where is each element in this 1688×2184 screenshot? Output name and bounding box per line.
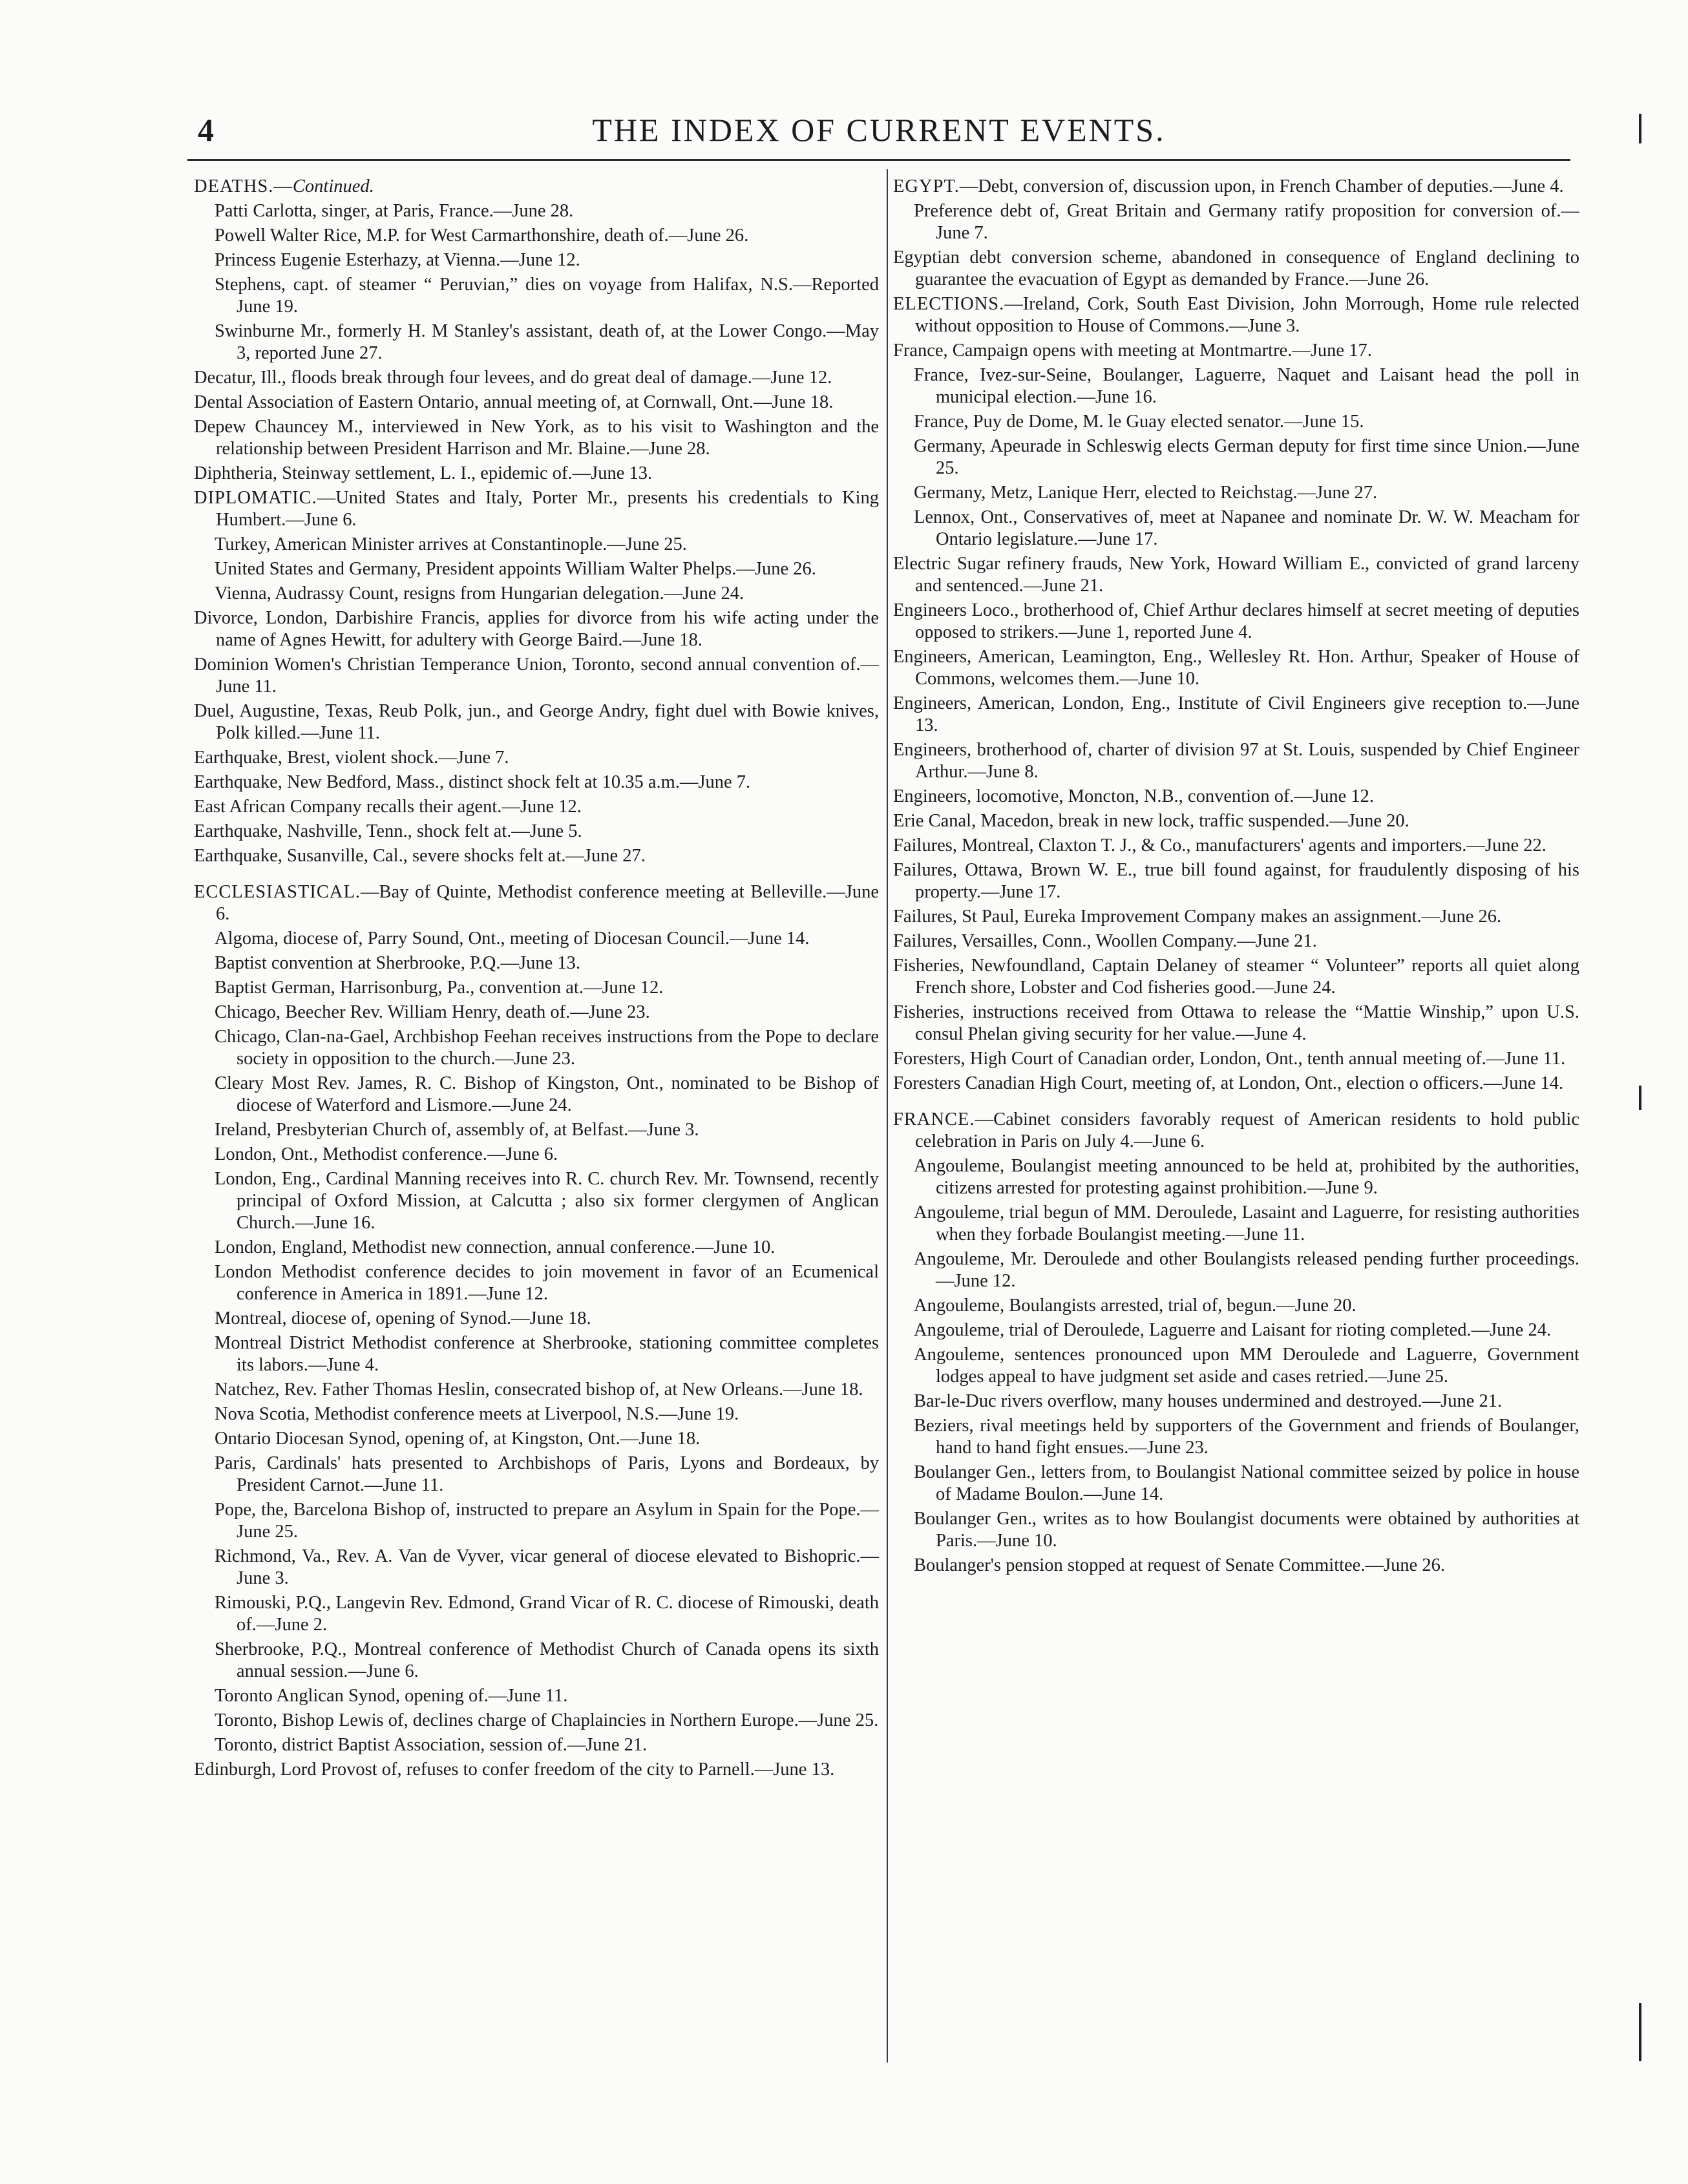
entry-text: —Debt, conversion of, discussion upon, in French Chamber of deputies.—June 4. xyxy=(959,176,1564,196)
index-entry: Earthquake, Nashville, Tenn., shock felt at.—June 5. xyxy=(194,821,582,841)
index-entry: Montreal District Methodist conference at Sherbrooke, stationing committee completes its labors.—June 4. xyxy=(215,1333,879,1375)
right-column xyxy=(893,176,1579,1579)
page-header xyxy=(187,102,1570,154)
index-entry: Angouleme, Boulangist meeting announced to be held at, prohibited by the authorities, citizens arrested for protesting against prohibition.—June 9. xyxy=(914,1156,1579,1198)
index-entry: Engineers, American, Leamington, Eng., Wellesley Rt. Hon. Arthur, Speaker of House of Commons, welcomes them.—June 10. xyxy=(893,647,1579,689)
index-entry: Angouleme, Mr. Deroulede and other Boulangists released pending further proceedings.—June 12. xyxy=(914,1249,1579,1291)
index-entry: Failures, Versailles, Conn., Woollen Company.—June 21. xyxy=(893,931,1317,951)
index-entry: Vienna, Audrassy Count, resigns from Hungarian delegation.—June 24. xyxy=(215,583,744,604)
index-entry: Dominion Women's Christian Temperance Union, Toronto, second annual convention of.—June 11. xyxy=(194,655,879,697)
margin-mark xyxy=(1639,1086,1641,1110)
running-title: THE INDEX OF CURRENT EVENTS. xyxy=(592,112,1166,148)
entry-text: —Cabinet considers favorably request of American residents to hold public celebration in Paris on July 4.—June 6. xyxy=(915,1109,1579,1151)
index-entry: Egyptian debt conversion scheme, abandoned in consequence of England declining to guarantee the evacuation of Egypt as demanded by France.—June 26. xyxy=(893,247,1579,289)
index-entry: France, Puy de Dome, M. le Guay elected senator.—June 15. xyxy=(914,412,1364,432)
index-entry: France, Campaign opens with meeting at Montmartre.—June 17. xyxy=(893,341,1372,361)
index-entry: Dental Association of Eastern Ontario, annual meeting of, at Cornwall, Ont.—June 18. xyxy=(194,392,834,412)
index-entry: Depew Chauncey M., interviewed in New York, as to his visit to Washington and the relationship between President Harrison and Mr. Blaine.—June 28. xyxy=(194,417,879,459)
index-entry: Baptist German, Harrisonburg, Pa., convention at.—June 12. xyxy=(215,978,664,998)
index-entry: London, Eng., Cardinal Manning receives into R. C. church Rev. Mr. Townsend, recently principal of Oxford Mission, at Calcutta ; also six former clergymen of Anglican Church.—June 16. xyxy=(215,1169,879,1233)
index-entry: Duel, Augustine, Texas, Reub Polk, jun., and George Andry, fight duel with Bowie knives, Polk killed.—June 11. xyxy=(194,701,879,743)
index-entry: London, Ont., Methodist conference.—June 6. xyxy=(215,1144,558,1164)
index-entry: Failures, Montreal, Claxton T. J., & Co., manufacturers' agents and importers.—June 22. xyxy=(893,835,1546,856)
index-entry: Preference debt of, Great Britain and Germany ratify proposition for conversion of.—June 7. xyxy=(914,201,1579,243)
index-entry: Princess Eugenie Esterhazy, at Vienna.—June 12. xyxy=(215,250,580,270)
index-section-heading xyxy=(893,293,1579,337)
index-entry: Swinburne Mr., formerly H. M Stanley's assistant, death of, at the Lower Congo.—May 3, reported June 27. xyxy=(215,321,879,363)
left-column xyxy=(194,176,879,1783)
index-entry: Toronto, Bishop Lewis of, declines charge of Chaplaincies in Northern Europe.—June 25. xyxy=(215,1710,879,1730)
index-entry: Boulanger Gen., letters from, to Boulangist National committee seized by police in house of Madame Boulon.—June 14. xyxy=(914,1462,1579,1504)
index-entry: Failures, Ottawa, Brown W. E., true bill found against, for fraudulently disposing of his property.—June 17. xyxy=(893,860,1579,902)
index-entry: Paris, Cardinals' hats presented to Archbishops of Paris, Lyons and Bordeaux, by President Carnot.—June 11. xyxy=(215,1453,879,1495)
index-entry: Turkey, American Minister arrives at Constantinople.—June 25. xyxy=(215,534,687,554)
index-entry: Toronto Anglican Synod, opening of.—June 11. xyxy=(215,1686,568,1706)
index-entry: Chicago, Clan-na-Gael, Archbishop Feehan receives instructions from the Pope to declare society in opposition to the church.—June 23. xyxy=(215,1027,879,1069)
margin-mark xyxy=(1639,114,1641,143)
index-entry: Diphtheria, Steinway settlement, L. I., epidemic of.—June 13. xyxy=(194,463,653,483)
header-rule xyxy=(187,159,1570,161)
index-entry: Lennox, Ont., Conservatives of, meet at Napanee and nominate Dr. W. W. Meacham for Ontario legislature.—June 17. xyxy=(914,507,1579,549)
index-section-heading xyxy=(194,487,879,531)
index-entry: Decatur, Ill., floods break through four levees, and do great deal of damage.—June 12. xyxy=(194,368,832,388)
index-entry: Boulanger Gen., writes as to how Boulangist documents were obtained by authorities at Paris.—June 10. xyxy=(914,1509,1579,1551)
index-entry: Sherbrooke, P.Q., Montreal conference of Methodist Church of Canada opens its sixth annual session.—June 6. xyxy=(215,1639,879,1681)
section-head-label: EGYPT. xyxy=(893,176,960,196)
entry-text: —United States and Italy, Porter Mr., presents his credentials to King Humbert.—June 6. xyxy=(216,488,879,530)
section-head-label: FRANCE. xyxy=(893,1109,975,1129)
index-entry: London, England, Methodist new connection, annual conference.—June 10. xyxy=(215,1237,775,1257)
entry-text: —Bay of Quinte, Methodist conference meeting at Belleville.—June 6. xyxy=(216,882,879,924)
index-entry: Foresters, High Court of Canadian order, London, Ont., tenth annual meeting of.—June 11. xyxy=(893,1049,1566,1069)
index-entry: Boulanger's pension stopped at request of Senate Committee.—June 26. xyxy=(914,1555,1445,1575)
page-number: 4 xyxy=(198,112,214,148)
index-section-heading xyxy=(893,176,1579,198)
index-entry: Ontario Diocesan Synod, opening of, at Kingston, Ont.—June 18. xyxy=(215,1429,701,1449)
index-entry: Earthquake, Brest, violent shock.—June 7. xyxy=(194,748,509,768)
index-entry: Failures, St Paul, Eureka Improvement Company makes an assignment.—June 26. xyxy=(893,907,1502,927)
index-entry: Montreal, diocese of, opening of Synod.—June 18. xyxy=(215,1308,591,1328)
index-entry: Engineers, brotherhood of, charter of division 97 at St. Louis, suspended by Chief Engineer Arthur.—June 8. xyxy=(893,740,1579,782)
index-entry: Richmond, Va., Rev. A. Van de Vyver, vicar general of diocese elevated to Bishopric.—June 3. xyxy=(215,1546,879,1588)
index-entry: East African Company recalls their agent.—June 12. xyxy=(194,797,582,817)
index-entry: Angouleme, sentences pronounced upon MM Deroulede and Laguerre, Government lodges appeal to have judgment set aside and cases retried.—June 25. xyxy=(914,1345,1579,1387)
index-entry: London Methodist conference decides to join movement in favor of an Ecumenical conference in America in 1891.—June 12. xyxy=(215,1262,879,1304)
index-entry: Powell Walter Rice, M.P. for West Carmarthonshire, death of.—June 26. xyxy=(215,226,749,246)
index-entry: Germany, Apeurade in Schleswig elects German deputy for first time since Union.—June 25. xyxy=(914,436,1579,478)
section-head-label: ELECTIONS. xyxy=(893,294,1005,314)
index-section-heading xyxy=(194,881,879,925)
index-entry: Fisheries, instructions received from Ottawa to release the “Mattie Winship,” upon U.S. consul Phelan giving security for her value.—June 4. xyxy=(893,1002,1579,1044)
index-entry: France, Ivez-sur-Seine, Boulanger, Laguerre, Naquet and Laisant head the poll in municipal election.—June 16. xyxy=(914,365,1579,407)
entry-text: Continued. xyxy=(292,176,374,196)
index-entry: Engineers, locomotive, Moncton, N.B., convention of.—June 12. xyxy=(893,786,1375,806)
index-section-heading xyxy=(893,1109,1579,1153)
column-divider xyxy=(887,169,888,2063)
index-entry: Chicago, Beecher Rev. William Henry, death of.—June 23. xyxy=(215,1002,650,1022)
section-head-label: ECCLESIASTICAL. xyxy=(194,882,361,902)
index-entry: Cleary Most Rev. James, R. C. Bishop of Kingston, Ont., nominated to be Bishop of diocese of Waterford and Lismore.—June 24. xyxy=(215,1073,879,1115)
index-entry: Edinburgh, Lord Provost of, refuses to confer freedom of the city to Parnell.—June 13. xyxy=(194,1759,835,1780)
index-entry: Earthquake, New Bedford, Mass., distinct shock felt at 10.35 a.m.—June 7. xyxy=(194,772,751,792)
section-head-label: DIPLOMATIC. xyxy=(194,488,317,508)
index-entry: Erie Canal, Macedon, break in new lock, traffic suspended.—June 20. xyxy=(893,811,1409,831)
index-entry: Angouleme, trial of Deroulede, Laguerre and Laisant for rioting completed.—June 24. xyxy=(914,1320,1552,1340)
index-entry: Engineers, American, London, Eng., Institute of Civil Engineers give reception to.—June 13. xyxy=(893,693,1579,735)
entry-text: —Ireland, Cork, South East Division, John Morrough, Home rule relected without opposition to House of Commons.—June 3. xyxy=(915,294,1579,336)
index-entry: Toronto, district Baptist Association, session of.—June 21. xyxy=(215,1735,648,1755)
index-entry: Ireland, Presbyterian Church of, assembly of, at Belfast.—June 3. xyxy=(215,1120,699,1140)
section-head-label: DEATHS.— xyxy=(194,176,293,196)
index-entry: United States and Germany, President appoints William Walter Phelps.—June 26. xyxy=(215,559,816,579)
index-section-heading xyxy=(194,176,879,198)
index-entry: Earthquake, Susanville, Cal., severe shocks felt at.—June 27. xyxy=(194,846,646,866)
index-entry: Baptist convention at Sherbrooke, P.Q.—June 13. xyxy=(215,953,580,973)
index-entry: Rimouski, P.Q., Langevin Rev. Edmond, Grand Vicar of R. C. diocese of Rimouski, death of.—June 2. xyxy=(215,1593,879,1635)
index-entry: Algoma, diocese of, Parry Sound, Ont., meeting of Diocesan Council.—June 14. xyxy=(215,929,810,949)
index-entry: Beziers, rival meetings held by supporters of the Government and friends of Boulanger, hand to hand fight ensues.—June 23. xyxy=(914,1416,1579,1458)
index-entry: Bar-le-Duc rivers overflow, many houses undermined and destroyed.—June 21. xyxy=(914,1391,1503,1411)
index-entry: Fisheries, Newfoundland, Captain Delaney of steamer “ Volunteer” reports all quiet along French shore, Lobster and Cod fisheries good.—June 24. xyxy=(893,956,1579,998)
index-entry: Stephens, capt. of steamer “ Peruvian,” dies on voyage from Halifax, N.S.—Reported June 19. xyxy=(215,275,879,317)
index-entry: Natchez, Rev. Father Thomas Heslin, consecrated bishop of, at New Orleans.—June 18. xyxy=(215,1380,863,1400)
index-entry: Electric Sugar refinery frauds, New York, Howard William E., convicted of grand larceny and sentenced.—June 21. xyxy=(893,554,1579,596)
index-entry: Germany, Metz, Lanique Herr, elected to Reichstag.—June 27. xyxy=(914,483,1378,503)
index-entry: Nova Scotia, Methodist conference meets at Liverpool, N.S.—June 19. xyxy=(215,1404,739,1424)
margin-mark xyxy=(1639,2003,1641,2061)
index-entry: Pope, the, Barcelona Bishop of, instructed to prepare an Asylum in Spain for the Pope.—June 25. xyxy=(215,1500,879,1542)
index-entry: Foresters Canadian High Court, meeting of, at London, Ont., election o officers.—June 14. xyxy=(893,1073,1564,1093)
index-entry: Angouleme, Boulangists arrested, trial of, begun.—June 20. xyxy=(914,1296,1356,1316)
index-entry: Divorce, London, Darbishire Francis, applies for divorce from his wife acting under the name of Agnes Hewitt, for adultery with George Baird.—June 18. xyxy=(194,608,879,650)
index-entry: Patti Carlotta, singer, at Paris, France.—June 28. xyxy=(215,201,574,221)
index-entry: Angouleme, trial begun of MM. Deroulede, Lasaint and Laguerre, for resisting authorities when they forbade Boulangist meeting.—June 11. xyxy=(914,1202,1579,1244)
index-entry: Engineers Loco., brotherhood of, Chief Arthur declares himself at secret meeting of deputies opposed to strikers.—June 1, reported June 4. xyxy=(893,600,1579,642)
